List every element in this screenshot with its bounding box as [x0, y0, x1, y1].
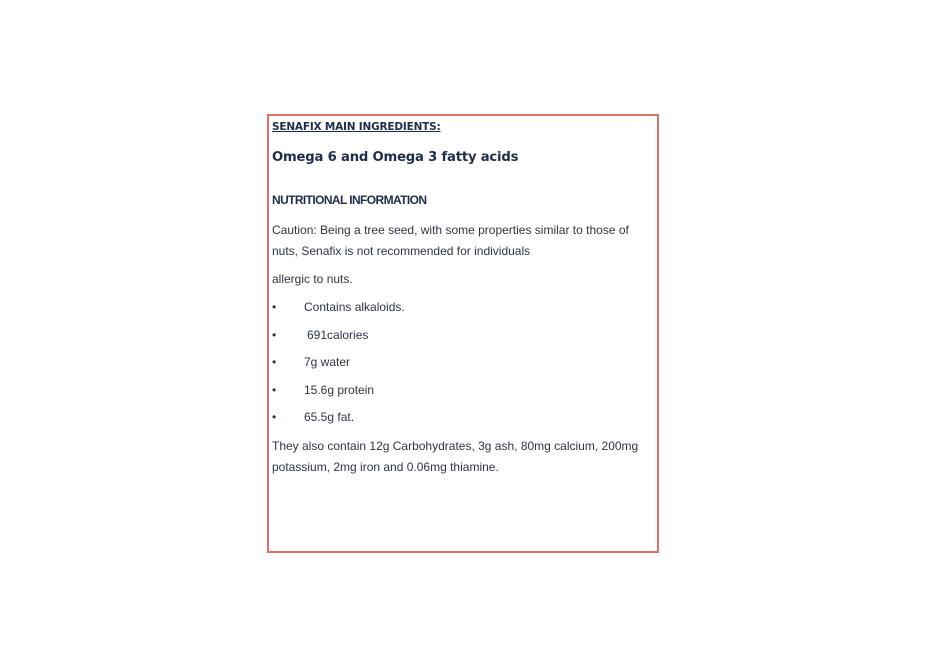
bullet-text: 691calories	[307, 327, 369, 342]
bullet-icon: •	[272, 300, 277, 314]
bullet-text: Contains alkaloids.	[304, 300, 405, 314]
bullet-text: 65.5g fat.	[304, 410, 355, 424]
omega-heading: Omega 6 and Omega 3 fatty acids	[272, 150, 519, 165]
nutritional-information-heading: NUTRITIONAL INFORMATION	[272, 193, 427, 207]
caution-paragraph: Caution: Being a tree seed, with some properties similar to those of nuts, Senafix is not recommended for individuals	[272, 223, 629, 258]
main-ingredients-heading: SENAFIX MAIN INGREDIENTS:	[272, 121, 441, 133]
bullet-icon: •	[272, 382, 277, 397]
allergic-paragraph: allergic to nuts.	[272, 272, 353, 286]
bullet-icon: •	[272, 327, 277, 342]
bullet-text: 15.6g protein	[304, 382, 375, 397]
bullet-text: 7g water	[304, 355, 351, 369]
bullet-icon: •	[272, 410, 277, 424]
also-contains-paragraph: They also contain 12g Carbohydrates, 3g ash, 80mg calcium, 200mg potassium, 2mg iron and 0.06mg thiamine.	[272, 439, 639, 474]
bullet-icon: •	[272, 355, 277, 369]
ingredients-panel	[267, 114, 659, 553]
